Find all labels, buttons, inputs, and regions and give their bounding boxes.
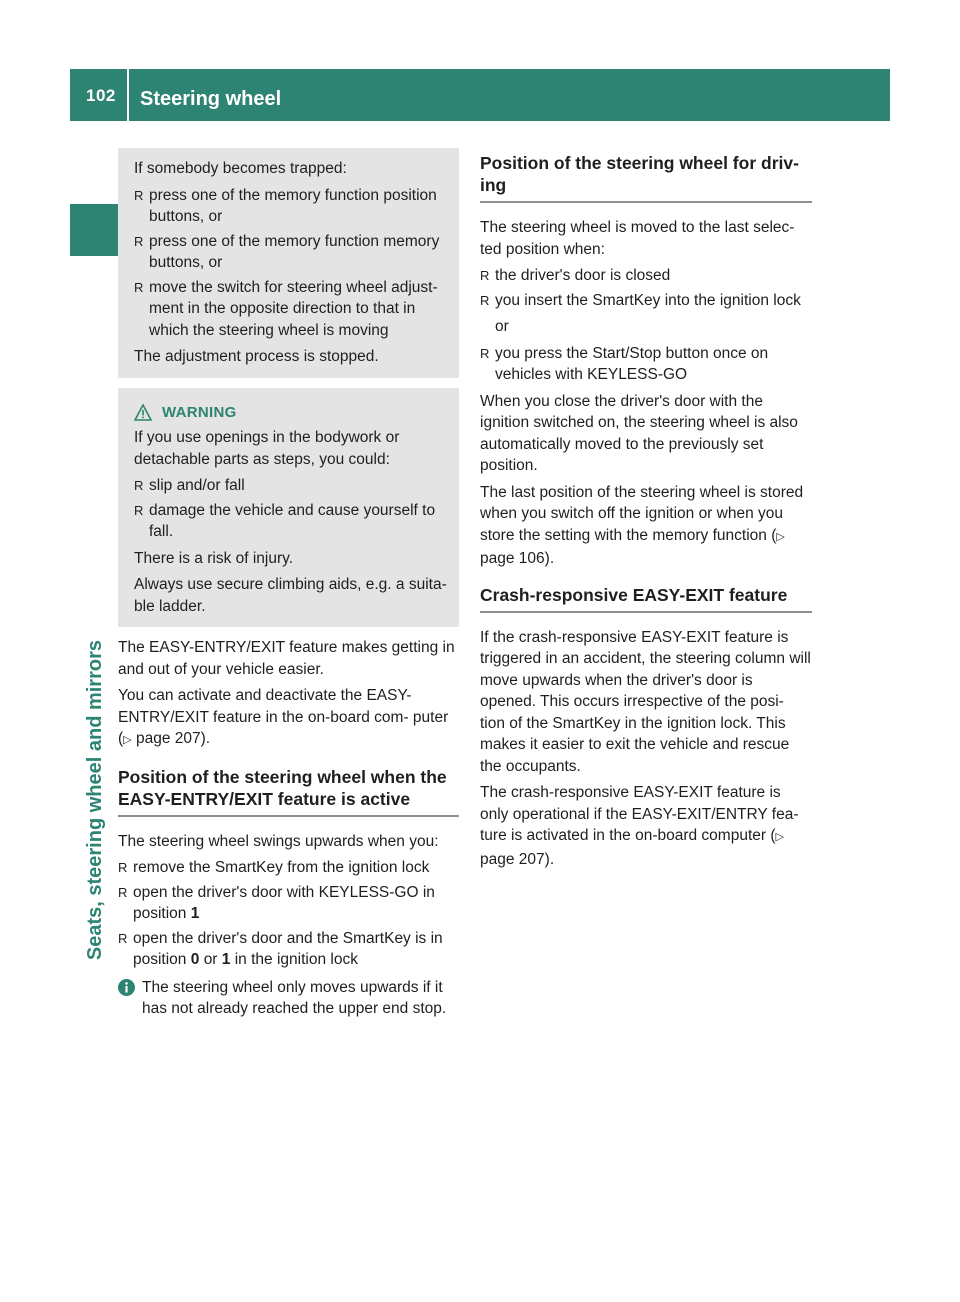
list-item-or: or (495, 318, 509, 335)
heading-driving-position: Position of the steering wheel for driv- ing (480, 152, 812, 203)
chapter-side-label: Seats, steering wheel and mirrors (84, 640, 106, 961)
list-item: R move the switch for steering wheel adjust- ment in the opposite direction to that in which the steering wheel is moving (134, 278, 438, 339)
warning-title: WARNING (162, 403, 237, 421)
list-item: R damage the vehicle and cause yourself to fall. (134, 501, 436, 540)
page-ref-link[interactable]: page 106 (480, 550, 545, 567)
bullet-icon: R (134, 233, 144, 249)
driving-intro: The steering wheel is moved to the last selec- ted position when: (480, 219, 795, 258)
page-ref-arrow-icon: ▷ (775, 831, 784, 843)
page-ref-arrow-icon: ▷ (776, 530, 785, 543)
info-note (118, 977, 459, 1020)
info-text: The steering wheel only moves upwards if it has not already reached the upper end stop. (142, 978, 447, 1017)
trapped-outro: The adjustment process is stopped. (134, 348, 379, 365)
page-ref-link[interactable]: page 207 (135, 730, 201, 747)
bullet-icon: R (134, 478, 144, 493)
warning-risk: There is a risk of injury. (134, 549, 294, 567)
list-item: R the driver's door is closed (480, 265, 812, 287)
page-ref-link[interactable]: page 207 (480, 850, 545, 868)
bullet-icon: R (480, 292, 490, 308)
bullet-icon: R (118, 930, 128, 946)
activate-para: You can activate and deactivate the EASY- ENTRY/EXIT feature in the on-board com- puter (▷ page 207). (118, 687, 449, 747)
bullet-icon: R (134, 502, 144, 518)
right-column (480, 152, 812, 875)
list-item: R press one of the memory function memory buttons, or (134, 232, 440, 271)
heading-crash-responsive: Crash-responsive EASY-EXIT feature (480, 584, 812, 613)
warning-advice: Always use secure climbing aids, e.g. a suita- ble ladder. (134, 576, 447, 615)
swing-intro: The steering wheel swings upwards when you: (118, 832, 439, 850)
list-item: R press one of the memory function position buttons, or (134, 186, 437, 225)
section-title: Steering wheel (140, 88, 282, 110)
bullet-icon: R (480, 268, 490, 283)
last-position-para: The last position of the steering wheel is stored when you switch off the ignition or when you store the setting with the memory function (▷ page 106). (480, 483, 804, 567)
crash-para: If the crash-responsive EASY-EXIT feature is triggered in an accident, the steering column will move upwards when the driver's door is opened. This occurs irrespective of the posi- tion of the SmartKey in the ignition lock. This makes it easier to exit the vehicle and rescue the occupants. (480, 628, 811, 775)
list-item: R remove the SmartKey from the ignition lock (118, 857, 459, 879)
easy-entry-para: The EASY-ENTRY/EXIT feature makes getting in and out of your vehicle easier. (118, 639, 455, 678)
warning-box (118, 388, 459, 628)
warning-header (134, 402, 449, 424)
bullet-icon: R (480, 345, 490, 361)
bullet-icon: R (134, 187, 144, 203)
warning-intro: If you use openings in the bodywork or detachable parts as steps, you could: (134, 429, 400, 468)
list-item: R open the driver's door with KEYLESS-GO in position 1 (118, 883, 435, 922)
info-icon (118, 979, 135, 996)
bullet-icon: R (118, 860, 128, 875)
list-item: R you press the Start/Stop button once on vehicles with KEYLESS-GO (480, 344, 769, 383)
warning-triangle-icon (134, 404, 152, 421)
list-item: R open the driver's door and the SmartKey is in position 0 or 1 in the ignition lock (118, 929, 443, 968)
side-tab (70, 204, 122, 256)
page-ref-arrow-icon: ▷ (123, 734, 132, 746)
crash-operational-para: The crash-responsive EASY-EXIT feature is only operational if the EASY-EXIT/ENTRY fea- ture is activated in the on-board computer (▷ page 207). (480, 784, 799, 868)
page-number: 102 (86, 86, 116, 105)
trapped-info-box (118, 148, 459, 378)
header-divider (127, 69, 129, 121)
list-item: R slip and/or fall (134, 475, 449, 497)
list-item: R you insert the SmartKey into the ignition lock (480, 290, 812, 312)
swing-list (118, 857, 459, 971)
bullet-icon: R (118, 884, 128, 900)
driving-list (480, 265, 812, 386)
bullet-icon: R (134, 279, 144, 295)
trapped-intro: If somebody becomes trapped: (134, 160, 347, 177)
warning-list (134, 475, 449, 543)
heading-easy-entry-position: Position of the steering wheel when the EASY-ENTRY/EXIT feature is active (118, 766, 459, 817)
close-door-para: When you close the driver's door with the ignition switched on, the steering wheel is also automatically moved to the previously set position. (480, 392, 798, 474)
left-column (118, 148, 459, 1020)
trapped-list (134, 185, 449, 342)
